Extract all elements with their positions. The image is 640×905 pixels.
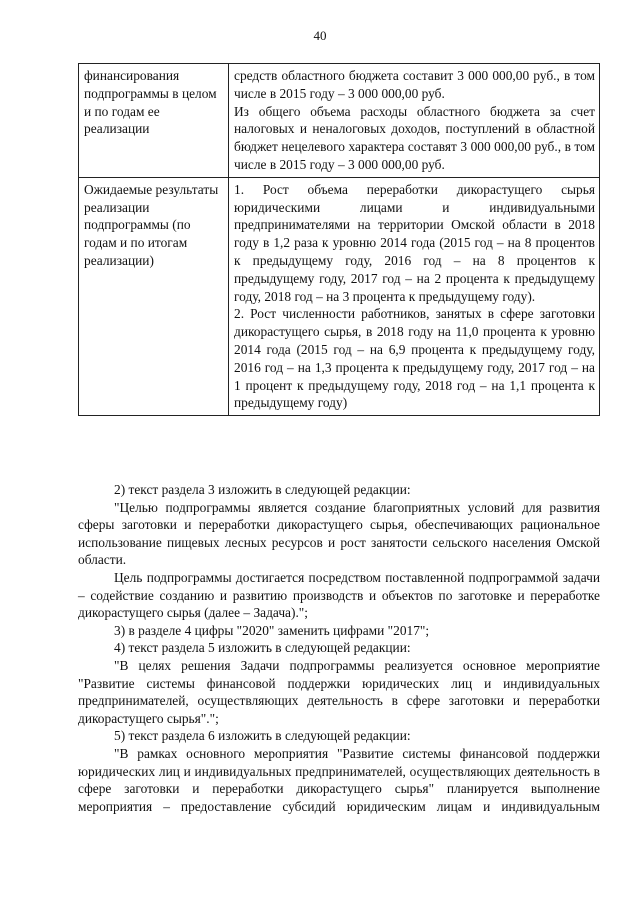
table-paragraph: 1. Рост объема переработки дикорастущего сырья юридическими лицами и индивидуальными предпринимателями на территории Омской области в 2018 году в 1,2 раза к уровню 2014 года (2015 год – на 8 процентов к предыдущему году, 2016 год – на 8 процентов к предыдущему году, 2017 год – на 2 процента к предыдущему году, 2018 год – на 3 процента к предыдущему году). [234,181,595,304]
table-row [79,64,600,178]
body-paragraph: 5) текст раздела 6 изложить в следующей редакции: [114,728,411,744]
body-paragraph: "В рамках основного мероприятия "Развитие системы финансовой поддержки юридических лиц и индивидуальных предпринимателей, осуществляющих деятельность в сфере заготовки и переработки дикорастущего сырья" планируется выполнение мероприятия – предоставление субсидий юридическим лицам и индивидуальным [78,745,600,814]
body-paragraph: "В целях решения Задачи подпрограммы реализуется основное мероприятие "Развитие системы финансовой поддержки юридических лиц и индивидуальных предпринимателей, осуществляющих деятельность в сфере заготовки и переработки дикорастущего сырья"."; [78,657,600,726]
table-paragraph: 2. Рост численности работников, занятых в сфере заготовки дикорастущего сырья, в 2018 году на 11,0 процента к уровню 2014 года (2015 год – на 6,9 процента к предыдущему году, 2016 год – на 1,3 процента к предыдущему году, 2017 год – на 1 процент к предыдущему году, 2018 год – на 1,1 процента к предыдущему году) [234,306,595,411]
table-row-label: Ожидаемые результаты реализации подпрограммы (по годам и по итогам реализации) [79,177,229,415]
table-paragraph: Из общего объема расходы областного бюджета за счет налоговых и неналоговых доходов, поступлений в областной бюджет нецелевого характера составят 3 000 000,00 руб., в том числе в 2015 году – 3 000 000,00 руб. [234,103,595,172]
table-paragraph: средств областного бюджета составит 3 000 000,00 руб., в том числе в 2015 году – 3 000 000,00 руб. [234,68,595,101]
table-row [79,177,600,415]
page-number: 40 [313,28,327,43]
passport-table [78,63,600,416]
body-paragraph: 4) текст раздела 5 изложить в следующей редакции: [114,640,411,656]
body-paragraph: 2) текст раздела 3 изложить в следующей редакции: [114,482,411,497]
table-row-label: финансирования подпрограммы в целом и по годам ее реализации [79,64,229,178]
document-body [78,481,600,815]
table-row-value [229,177,600,415]
body-paragraph: Цель подпрограммы достигается посредством поставленной подпрограммой задачи – содействие созданию и развитию производств и объектов по заготовке и переработке дикорастущего сырья (далее – Задача)."; [78,569,600,621]
body-paragraph: 3) в разделе 4 цифры "2020" заменить цифрами "2017"; [114,622,430,638]
body-paragraph: "Целью подпрограммы является создание благоприятных условий для развития сферы заготовки и переработки дикорастущего сырья, обеспечивающих рациональное использование пищевых лесных ресурсов и рост занятости сельского населения Омской области. [78,499,600,568]
table-row-value [229,64,600,178]
